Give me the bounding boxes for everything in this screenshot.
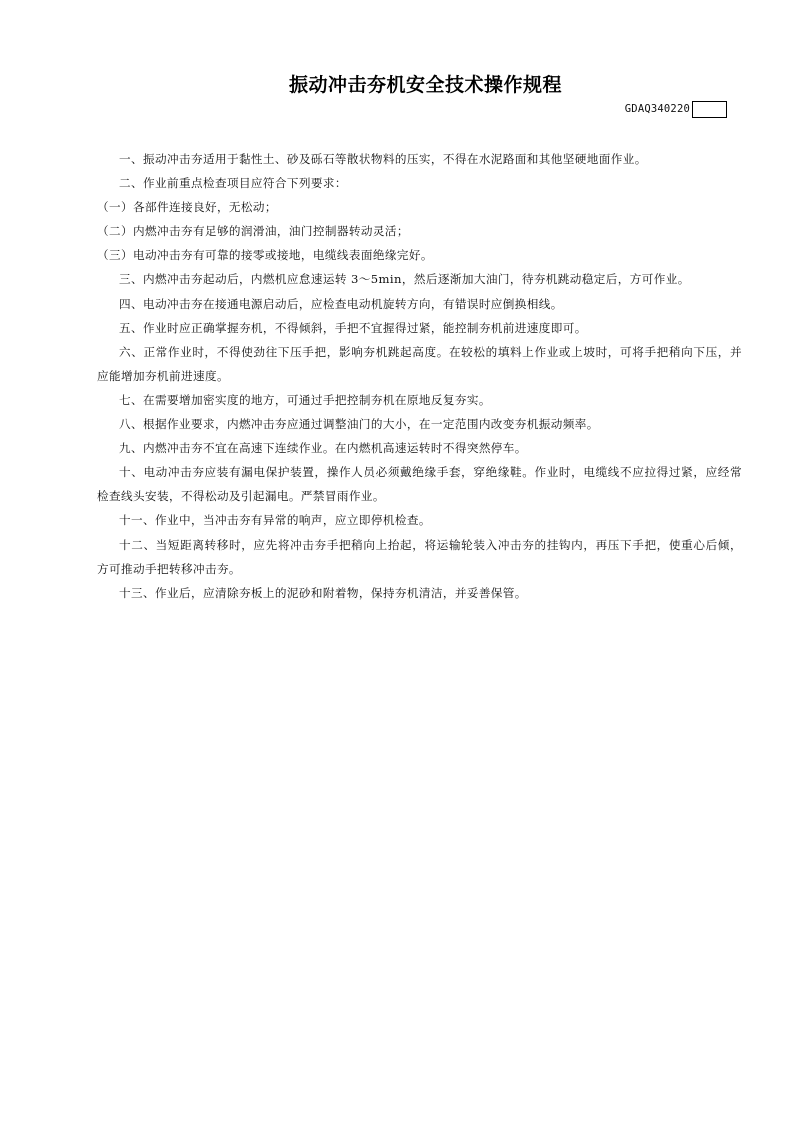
paragraph: [97, 243, 742, 267]
page-title: 振动冲击夯机安全技术操作规程: [288, 74, 562, 96]
paragraph: [97, 412, 742, 436]
paragraph-text: 七、在需要增加密实度的地方，可通过手把控制夯机在原地反复夯实。: [119, 392, 491, 407]
paragraph: [97, 219, 742, 243]
paragraph-text: 九、内燃冲击夯不宜在高速下连续作业。在内燃机高速运转时不得突然停车。: [119, 441, 527, 456]
paragraph: [97, 195, 742, 219]
paragraph-text: 三、内燃冲击夯起动后，内燃机应怠速运转 3～5min，然后逐渐加大油门，待夯机跳动稳定后，方可作业。: [119, 272, 690, 287]
paragraph: [97, 508, 742, 532]
document-code-box: [692, 101, 727, 118]
paragraph-text: 十二、当短距离转移时，应先将冲击夯手把稍向上抬起，将运输轮装入冲击夯的挂钩内，再压下手把，使重心后倾，方可推动手把转移冲击夯。: [97, 537, 742, 576]
paragraph: [97, 147, 742, 171]
paragraph-text: （三）电动冲击夯有可靠的接零或接地，电缆线表面绝缘完好。: [97, 248, 433, 263]
paragraph: [97, 533, 742, 581]
paragraph-text: 六、正常作业时，不得使劲往下压手把，影响夯机跳起高度。在较松的填料上作业或上坡时，可将手把稍向下压，并应能增加夯机前进速度。: [97, 344, 742, 383]
paragraph: [97, 292, 742, 316]
paragraph: [97, 460, 742, 508]
paragraph: [97, 340, 742, 388]
paragraph: [97, 436, 742, 460]
document-code-text: GDAQ340220: [624, 103, 690, 115]
paragraph-text: 二、作业前重点检查项目应符合下列要求：: [119, 176, 347, 191]
paragraph: [97, 267, 742, 291]
paragraph-text: 十三、作业后，应清除夯板上的泥砂和附着物，保持夯机清洁，并妥善保管。: [119, 585, 527, 600]
paragraph-text: 八、根据作业要求，内燃冲击夯应通过调整油门的大小，在一定范围内改变夯机振动频率。: [119, 417, 599, 432]
paragraph-text: （一）各部件连接良好，无松动；: [97, 200, 277, 215]
paragraph-text: （二）内燃冲击夯有足够的润滑油，油门控制器转动灵活；: [97, 224, 409, 239]
document-code: [625, 100, 727, 118]
paragraph: [97, 171, 742, 195]
paragraph-text: 十、电动冲击夯应装有漏电保护装置，操作人员必须戴绝缘手套，穿绝缘鞋。作业时，电缆线不应拉得过紧，应经常检查线头安装，不得松动及引起漏电。严禁冒雨作业。: [97, 465, 742, 504]
paragraph-text: 十一、作业中，当冲击夯有异常的响声，应立即停机检查。: [119, 513, 431, 528]
document-body: [97, 147, 742, 605]
paragraph: [97, 388, 742, 412]
paragraph: [97, 581, 742, 605]
paragraph-text: 一、振动冲击夯适用于黏性土、砂及砾石等散状物料的压实，不得在水泥路面和其他坚硬地面作业。: [119, 152, 647, 166]
paragraph-text: 五、作业时应正确掌握夯机，不得倾斜，手把不宜握得过紧，能控制夯机前进速度即可。: [119, 320, 587, 335]
paragraph: [97, 316, 742, 340]
paragraph-text: 四、电动冲击夯在接通电源启动后，应检查电动机旋转方向，有错误时应倒换相线。: [119, 296, 563, 311]
